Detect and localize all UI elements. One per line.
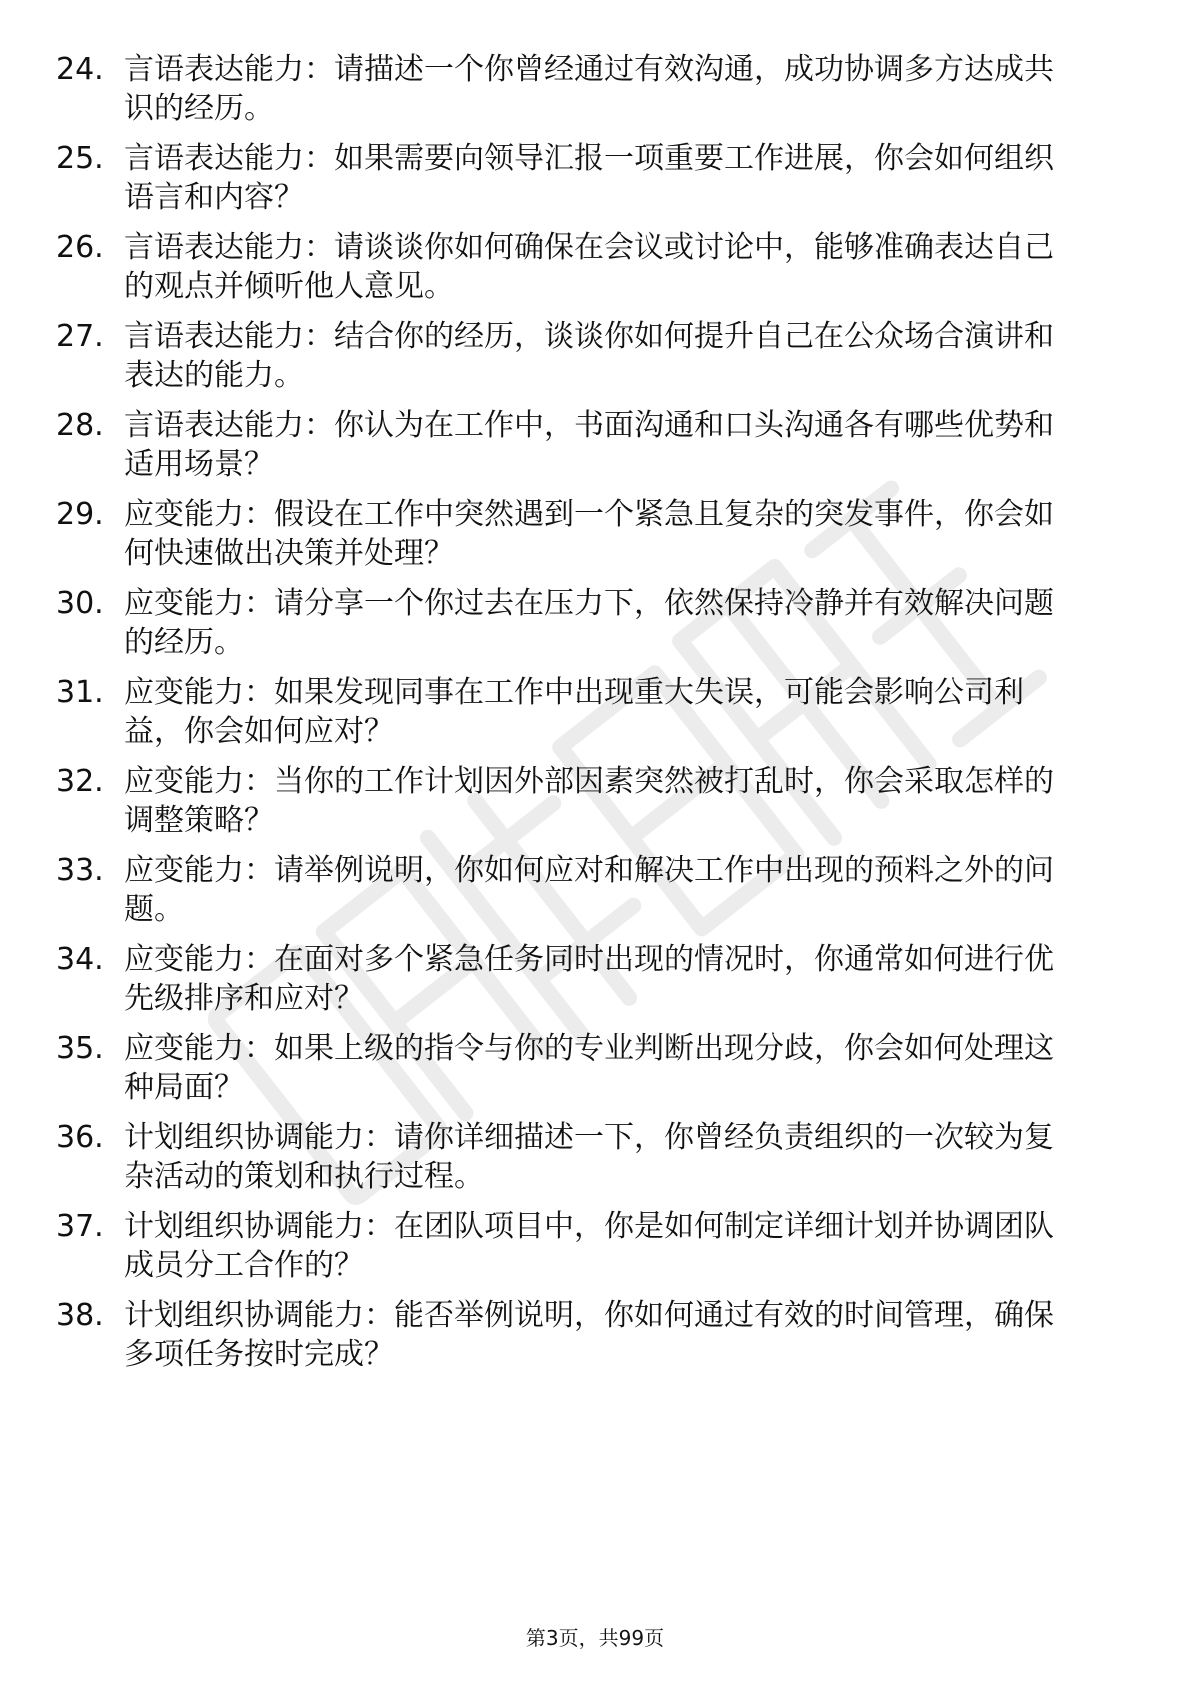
page-number: 第3页，共99页 <box>525 1626 665 1650</box>
question-number: 24. <box>56 52 104 87</box>
question-text: 应变能力：请举例说明，你如何应对和解决工作中出现的预料之外的问题。 <box>124 853 1054 927</box>
question-item <box>56 1118 1106 1207</box>
question-number: 33. <box>56 853 104 888</box>
question-text: 计划组织协调能力：在团队项目中，你是如何制定详细计划并协调团队成员分工合作的？ <box>124 1209 1054 1283</box>
question-item <box>56 1296 1106 1385</box>
question-item <box>56 584 1106 673</box>
question-number: 28. <box>56 408 104 443</box>
question-number: 27. <box>56 319 104 354</box>
question-text: 言语表达能力：你认为在工作中，书面沟通和口头沟通各有哪些优势和适用场景？ <box>124 408 1054 482</box>
question-number: 38. <box>56 1298 104 1333</box>
question-item <box>56 495 1106 584</box>
question-text: 应变能力：如果发现同事在工作中出现重大失误，可能会影响公司利益，你会如何应对？ <box>124 675 1024 749</box>
question-item <box>56 1207 1106 1296</box>
question-number: 29. <box>56 497 104 532</box>
question-number: 36. <box>56 1120 104 1155</box>
question-item <box>56 762 1106 851</box>
question-text: 计划组织协调能力：请你详细描述一下，你曾经负责组织的一次较为复杂活动的策划和执行过程。 <box>124 1120 1054 1194</box>
question-text: 应变能力：在面对多个紧急任务同时出现的情况时，你通常如何进行优先级排序和应对？ <box>124 942 1054 1016</box>
question-text: 言语表达能力：结合你的经历，谈谈你如何提升自己在公众场合演讲和表达的能力。 <box>124 319 1054 393</box>
question-number: 30. <box>56 586 104 621</box>
question-item <box>56 1029 1106 1118</box>
question-text: 计划组织协调能力：能否举例说明，你如何通过有效的时间管理，确保多项任务按时完成？ <box>124 1298 1054 1372</box>
question-text: 言语表达能力：如果需要向领导汇报一项重要工作进展，你会如何组织语言和内容？ <box>124 141 1054 215</box>
question-item <box>56 317 1106 406</box>
question-item <box>56 673 1106 762</box>
question-text: 应变能力：假设在工作中突然遇到一个紧急且复杂的突发事件，你会如何快速做出决策并处理？ <box>124 497 1054 571</box>
question-item <box>56 940 1106 1029</box>
question-text: 应变能力：如果上级的指令与你的专业判断出现分歧，你会如何处理这种局面？ <box>124 1031 1054 1105</box>
question-number: 26. <box>56 230 104 265</box>
question-number: 37. <box>56 1209 104 1244</box>
question-number: 34. <box>56 942 104 977</box>
question-item <box>56 50 1106 139</box>
question-number: 25. <box>56 141 104 176</box>
question-number: 35. <box>56 1031 104 1066</box>
question-item <box>56 851 1106 940</box>
question-number: 31. <box>56 675 104 710</box>
question-item <box>56 139 1106 228</box>
question-text: 应变能力：请分享一个你过去在压力下，依然保持冷静并有效解决问题的经历。 <box>124 586 1054 660</box>
question-item <box>56 406 1106 495</box>
question-number: 32. <box>56 764 104 799</box>
question-item <box>56 228 1106 317</box>
question-list <box>56 50 1106 1385</box>
question-text: 言语表达能力：请描述一个你曾经通过有效沟通，成功协调多方达成共识的经历。 <box>124 52 1054 126</box>
question-text: 应变能力：当你的工作计划因外部因素突然被打乱时，你会采取怎样的调整策略？ <box>124 764 1054 838</box>
question-text: 言语表达能力：请谈谈你如何确保在会议或讨论中，能够准确表达自己的观点并倾听他人意见。 <box>124 230 1054 304</box>
